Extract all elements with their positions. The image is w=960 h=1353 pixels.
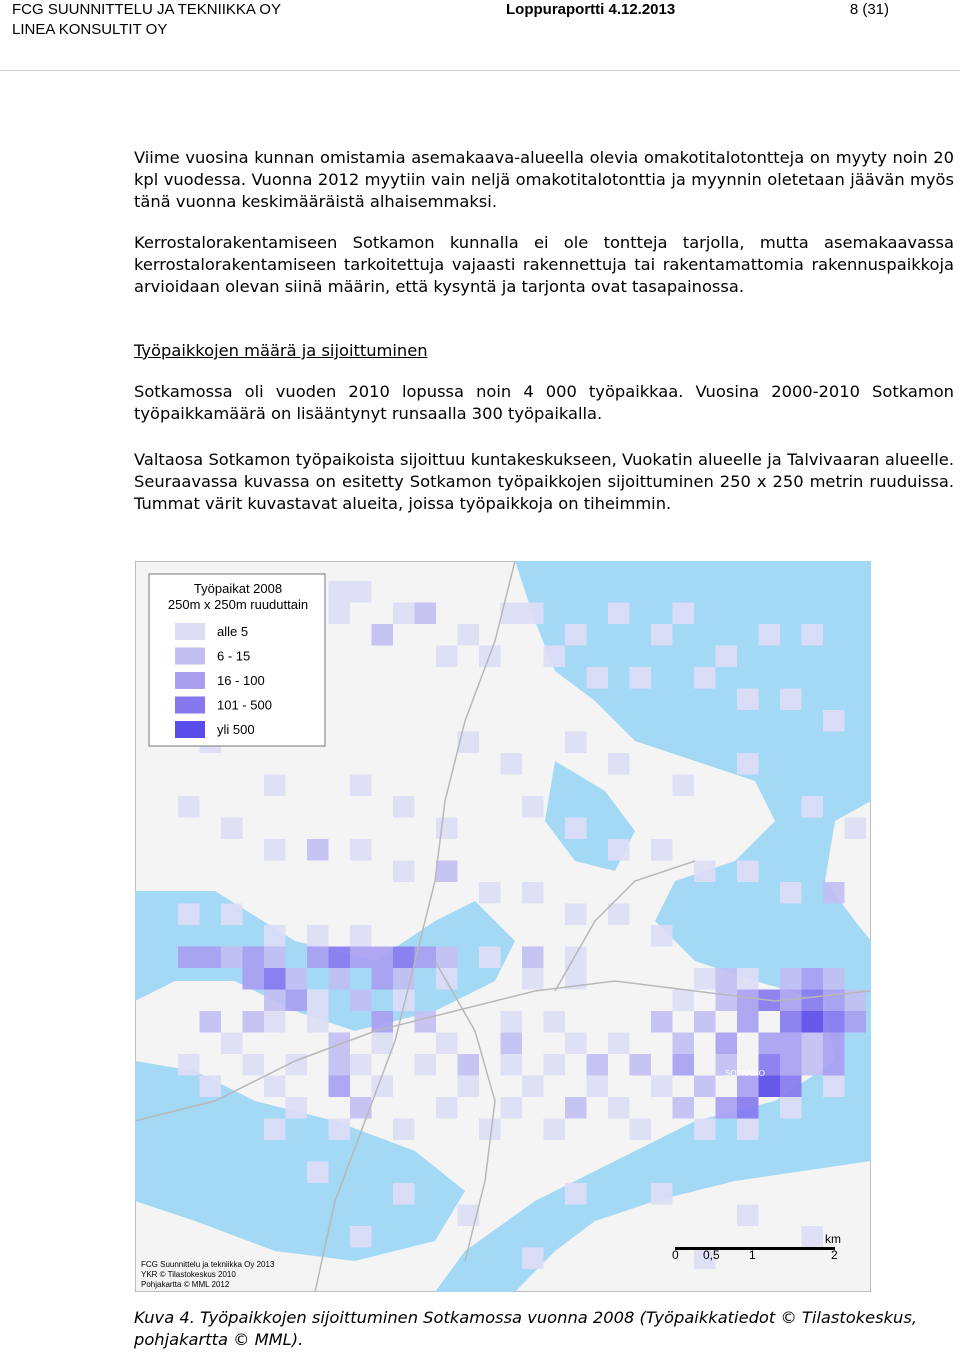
grid-cell (737, 1119, 759, 1141)
grid-cell (823, 990, 845, 1012)
grid-cell (243, 1011, 265, 1033)
grid-cell (630, 1054, 652, 1076)
grid-cell (372, 968, 394, 990)
paragraph-tyopaikat-sijainti: Valtaosa Sotkamon työpaikoista sijoittuu kuntakeskukseen, Vuokatin alueelle ja Talvivaaran alueelle. Seuraavassa kuvassa on esitetty Sotkamon työpaikkojen sijoittuminen 250 x 250 metrin ruuduissa. Tummat värit kuvastavat alueita, joissa työpaikkoja on tiheimmin. (134, 450, 954, 514)
grid-cell (587, 1076, 609, 1098)
grid-cell (372, 1033, 394, 1055)
grid-cell (221, 947, 243, 969)
grid-cell (393, 1183, 415, 1205)
grid-cell (565, 1033, 587, 1055)
grid-cell (350, 990, 372, 1012)
grid-cell (200, 947, 222, 969)
legend-label-4: yli 500 (217, 722, 255, 737)
grid-cell (651, 624, 673, 646)
legend-label-0: alle 5 (217, 624, 249, 639)
grid-cell (737, 1076, 759, 1098)
grid-cell (286, 990, 308, 1012)
grid-cell (737, 968, 759, 990)
grid-cell (780, 689, 802, 711)
grid-cell (393, 796, 415, 818)
grid-cell (329, 1119, 351, 1141)
legend-title-line1: Työpaikat 2008 (193, 581, 283, 596)
grid-cell (802, 990, 824, 1012)
grid-cell (802, 1226, 824, 1248)
grid-cell (694, 968, 716, 990)
grid-cell (780, 882, 802, 904)
grid-cell (178, 947, 200, 969)
grid-cell (329, 603, 351, 625)
grid-cell (264, 839, 286, 861)
grid-cell (694, 1119, 716, 1141)
grid-cell (565, 1183, 587, 1205)
grid-cell (802, 624, 824, 646)
grid-cell (501, 1097, 523, 1119)
header-company-line1: FCG SUUNNITTELU JA TEKNIIKKA OY (12, 1, 281, 18)
grid-cell (823, 882, 845, 904)
grid-cell (264, 990, 286, 1012)
header-company (12, 0, 281, 40)
grid-cell (802, 1054, 824, 1076)
grid-cell (243, 947, 265, 969)
paragraph-kerrostalot: Kerrostalorakentamiseen Sotkamon kunnalla ei ole tontteja tarjolla, mutta asemakaavassa kerrostalorakentamiseen tarkoitettuja vajaasti rakennettuja tai rakentamattomia rakennuspaikkoja arvioidaan olevan siinä määrin, että kysyntä ja tarjonta ovat tasapainossa. (134, 233, 954, 297)
grid-cell (479, 882, 501, 904)
grid-cell (544, 1011, 566, 1033)
section-heading: Työpaikkojen määrä ja sijoittuminen (134, 341, 428, 360)
grid-cell (651, 839, 673, 861)
grid-cell (479, 947, 501, 969)
grid-cell (673, 603, 695, 625)
grid-cell (522, 882, 544, 904)
grid-cell (694, 667, 716, 689)
grid-cell (737, 1097, 759, 1119)
grid-cell (307, 947, 329, 969)
grid-cell (544, 1119, 566, 1141)
grid-cell (823, 1033, 845, 1055)
grid-cell (716, 968, 738, 990)
grid-cell (651, 925, 673, 947)
grid-cell (522, 796, 544, 818)
grid-cell (221, 818, 243, 840)
grid-cell (436, 818, 458, 840)
scale-tick-0: 0 (672, 1248, 679, 1262)
grid-cell (608, 1097, 630, 1119)
map-legend (149, 574, 325, 746)
grid-cell (802, 1011, 824, 1033)
grid-cell (479, 1119, 501, 1141)
grid-cell (372, 624, 394, 646)
grid-cell (651, 1183, 673, 1205)
grid-cell (307, 990, 329, 1012)
grid-cell (522, 968, 544, 990)
legend-swatch-4 (175, 721, 205, 738)
grid-cell (823, 1011, 845, 1033)
grid-cell (350, 947, 372, 969)
grid-cell (608, 603, 630, 625)
grid-cell (608, 839, 630, 861)
grid-cell (307, 839, 329, 861)
grid-cell (522, 1248, 544, 1270)
legend-label-1: 6 - 15 (217, 648, 251, 664)
grid-cell (264, 1119, 286, 1141)
page-header (12, 0, 948, 40)
grid-cell (608, 753, 630, 775)
grid-cell (436, 947, 458, 969)
grid-cell (608, 904, 630, 926)
legend-title-line2: 250m x 250m ruuduttain (167, 597, 309, 612)
grid-cell (522, 947, 544, 969)
grid-cell (823, 1054, 845, 1076)
grid-cell (329, 1054, 351, 1076)
scale-tick-1: 1 (749, 1248, 756, 1262)
grid-cell (716, 646, 738, 668)
grid-cell (587, 667, 609, 689)
grid-cell (221, 904, 243, 926)
grid-cell (372, 947, 394, 969)
credit-mml: Pohjakartta © MML 2012 (141, 1280, 230, 1289)
grid-cell (522, 1076, 544, 1098)
grid-cell (501, 1054, 523, 1076)
grid-cell (802, 968, 824, 990)
grid-cell (415, 603, 437, 625)
grid-cell (393, 947, 415, 969)
grid-cell (329, 581, 351, 603)
grid-cell (329, 1033, 351, 1055)
grid-cell (350, 1226, 372, 1248)
grid-cell (565, 732, 587, 754)
grid-cell (630, 1119, 652, 1141)
grid-cell (673, 990, 695, 1012)
grid-cell (178, 1054, 200, 1076)
grid-cell (565, 947, 587, 969)
grid-cell (694, 1011, 716, 1033)
grid-cell (243, 1054, 265, 1076)
grid-cell (780, 1076, 802, 1098)
grid-cell (436, 1097, 458, 1119)
grid-cell (264, 775, 286, 797)
grid-cell (264, 947, 286, 969)
grid-cell (307, 1011, 329, 1033)
scale-unit: km (825, 1232, 841, 1246)
grid-cell (329, 947, 351, 969)
grid-cell (651, 1076, 673, 1098)
grid-cell (458, 624, 480, 646)
grid-cell (544, 1054, 566, 1076)
grid-cell (393, 861, 415, 883)
legend-swatch-0 (175, 623, 205, 640)
grid-cell (780, 1011, 802, 1033)
paragraph-tyopaikat-maara: Sotkamossa oli vuoden 2010 lopussa noin 4 000 työpaikkaa. Vuosina 2000-2010 Sotkamon työpaikkamäärä on lisääntynyt runsaalla 300 työpaikalla. (134, 382, 954, 424)
grid-cell (200, 1011, 222, 1033)
grid-cell (458, 732, 480, 754)
grid-cell (436, 1033, 458, 1055)
grid-cell (737, 1011, 759, 1033)
grid-cell (823, 1076, 845, 1098)
grid-cell (178, 904, 200, 926)
grid-cell (501, 1011, 523, 1033)
grid-cell (780, 1033, 802, 1055)
grid-cell (694, 861, 716, 883)
figure-caption: Kuva 4. Työpaikkojen sijoittuminen Sotkamossa vuonna 2008 (Työpaikkatiedot © Tilastokeskus, pohjakartta © MML). (134, 1308, 918, 1350)
grid-cell (565, 818, 587, 840)
grid-cell (780, 1054, 802, 1076)
grid-cell (823, 710, 845, 732)
grid-cell (307, 925, 329, 947)
grid-cell (802, 1033, 824, 1055)
grid-cell (737, 1205, 759, 1227)
grid-cell (823, 968, 845, 990)
grid-cell (716, 1033, 738, 1055)
legend-swatch-1 (175, 648, 205, 665)
workplace-map (135, 561, 871, 1292)
header-page-number: 8 (31) (849, 1, 889, 18)
grid-cell (544, 646, 566, 668)
grid-cell (415, 1054, 437, 1076)
grid-cell (350, 925, 372, 947)
grid-cell (307, 1162, 329, 1184)
header-divider (0, 70, 960, 71)
grid-cell (522, 603, 544, 625)
grid-cell (458, 1054, 480, 1076)
place-label-sotkamo: SOTKAMO (725, 1069, 766, 1078)
header-company-line2: LINEA KONSULTIT OY (12, 21, 168, 38)
grid-cell (243, 968, 265, 990)
grid-cell (501, 1033, 523, 1055)
scale-tick-2: 2 (831, 1248, 838, 1262)
grid-cell (286, 1097, 308, 1119)
grid-cell (802, 796, 824, 818)
grid-cell (393, 1119, 415, 1141)
grid-cell (737, 990, 759, 1012)
grid-cell (286, 968, 308, 990)
grid-cell (264, 1076, 286, 1098)
grid-cell (845, 818, 867, 840)
scale-tick-05: 0,5 (703, 1248, 720, 1262)
grid-cell (501, 753, 523, 775)
legend-label-3: 101 - 500 (217, 697, 272, 713)
grid-cell (716, 990, 738, 1012)
grid-cell (350, 1054, 372, 1076)
grid-cell (780, 1097, 802, 1119)
grid-cell (329, 1076, 351, 1098)
grid-cell (673, 775, 695, 797)
grid-cell (716, 1097, 738, 1119)
grid-cell (329, 968, 351, 990)
grid-cell (737, 861, 759, 883)
grid-cell (200, 1076, 222, 1098)
grid-cell (264, 925, 286, 947)
header-report-title: Loppuraportti 4.12.2013 (506, 1, 676, 18)
grid-cell (436, 861, 458, 883)
grid-cell (737, 689, 759, 711)
grid-cell (415, 1011, 437, 1033)
grid-cell (587, 1054, 609, 1076)
grid-cell (759, 1033, 781, 1055)
credit-ykr: YKR © Tilastokeskus 2010 (141, 1270, 236, 1279)
grid-cell (673, 1097, 695, 1119)
grid-cell (565, 1097, 587, 1119)
grid-cell (221, 1033, 243, 1055)
grid-cell (759, 1076, 781, 1098)
grid-cell (436, 646, 458, 668)
legend-swatch-2 (175, 672, 205, 689)
grid-cell (350, 581, 372, 603)
legend-swatch-3 (175, 697, 205, 714)
grid-cell (845, 1011, 867, 1033)
grid-cell (565, 624, 587, 646)
grid-cell (673, 1033, 695, 1055)
grid-cell (264, 968, 286, 990)
grid-cell (350, 1097, 372, 1119)
grid-cell (630, 667, 652, 689)
grid-cell (393, 603, 415, 625)
grid-cell (737, 753, 759, 775)
grid-cell (780, 968, 802, 990)
paragraph-omakotitalot: Viime vuosina kunnan omistamia asemakaava-alueella olevia omakotitalotontteja on myyty noin 20 kpl vuodessa. Vuonna 2012 myytiin vain neljä omakotitalotonttia ja myynnin oletetaan jäävän myös tänä vuonna keskimääräistä alhaisemmaksi. (134, 148, 954, 212)
grid-cell (436, 968, 458, 990)
grid-cell (458, 1076, 480, 1098)
grid-cell (608, 1033, 630, 1055)
grid-cell (651, 1011, 673, 1033)
grid-cell (759, 624, 781, 646)
grid-cell (350, 775, 372, 797)
grid-cell (694, 1076, 716, 1098)
grid-cell (673, 1054, 695, 1076)
credit-fcg: FCG Suunnittelu ja tekniikka Oy 2013 (141, 1260, 275, 1269)
grid-cell (264, 1011, 286, 1033)
grid-cell (178, 796, 200, 818)
grid-cell (565, 904, 587, 926)
legend-label-2: 16 - 100 (217, 673, 265, 688)
grid-cell (350, 839, 372, 861)
